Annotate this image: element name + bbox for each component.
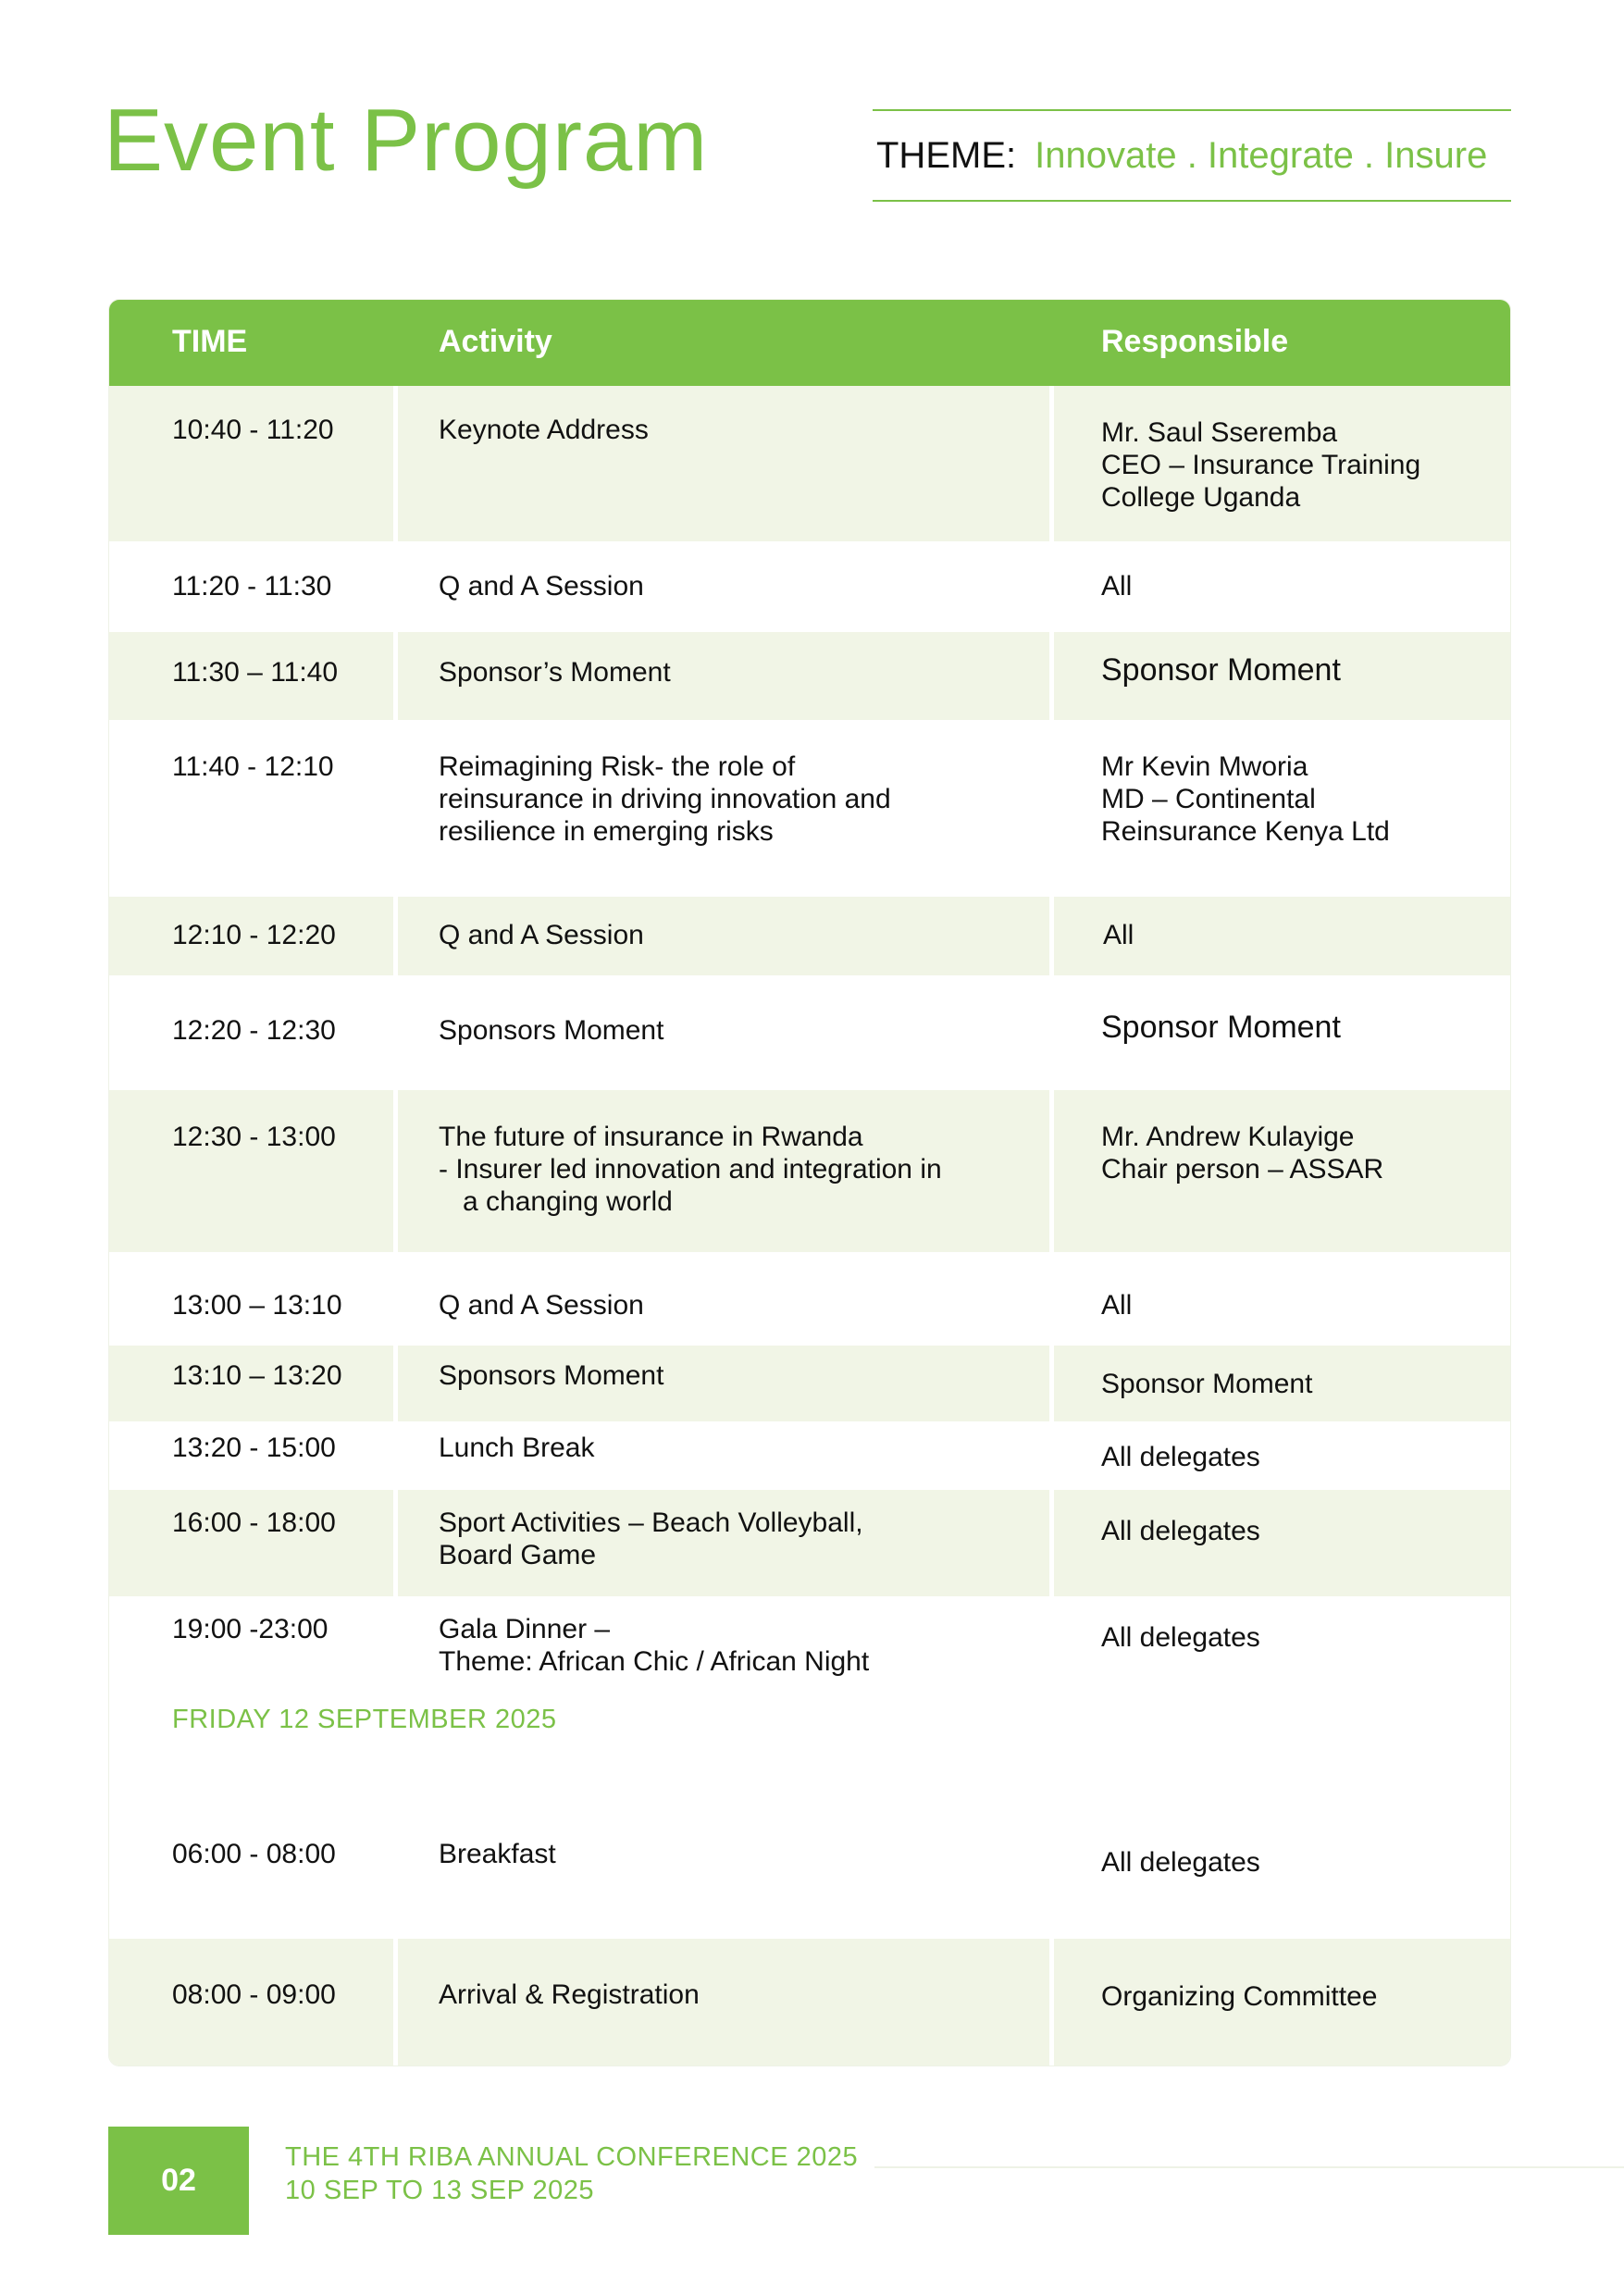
- row-time: 08:00 - 09:00: [172, 1979, 336, 2010]
- row-time: 11:30 – 11:40: [172, 657, 339, 688]
- row-activity: Q and A Session: [439, 571, 644, 602]
- row-time: 13:20 - 15:00: [172, 1433, 336, 1463]
- row-activity: Sponsors Moment: [439, 1015, 664, 1046]
- row-responsible: All delegates: [1101, 1847, 1260, 1878]
- table-row: [109, 720, 1511, 897]
- header-responsible: Responsible: [1101, 324, 1289, 359]
- row-responsible: All delegates: [1101, 1442, 1260, 1472]
- day-label: FRIDAY 12 SEPTEMBER 2025: [172, 1705, 557, 1734]
- row-responsible: Mr. Andrew Kulayige Chair person – ASSAR: [1101, 1122, 1384, 1185]
- row-activity: Gala Dinner – Theme: African Chic / African Night: [439, 1614, 870, 1677]
- row-responsible: All delegates: [1101, 1516, 1260, 1546]
- theme-banner: [873, 109, 1511, 202]
- row-responsible: Sponsor Moment: [1101, 1010, 1341, 1045]
- row-activity: Breakfast: [439, 1839, 556, 1869]
- row-activity: Q and A Session: [439, 1290, 644, 1321]
- table-row: [109, 975, 1511, 1090]
- header-activity: Activity: [439, 324, 552, 359]
- row-responsible: Sponsor Moment: [1101, 652, 1341, 688]
- table-row: [109, 386, 1511, 541]
- row-responsible: Sponsor Moment: [1101, 1369, 1313, 1399]
- row-responsible: All: [1101, 571, 1133, 602]
- row-time: 19:00 -23:00: [172, 1614, 329, 1644]
- row-responsible: All delegates: [1101, 1622, 1260, 1653]
- table-row: [109, 632, 1511, 720]
- page-title: Event Program: [104, 91, 709, 190]
- row-time: 12:20 - 12:30: [172, 1015, 336, 1046]
- theme-label: THEME:: [876, 134, 1017, 176]
- row-time: 11:40 - 12:10: [172, 751, 334, 782]
- row-activity: Arrival & Registration: [439, 1979, 700, 2010]
- row-activity: Reimagining Risk- the role of reinsurance in driving innovation and resilience in emerging risks: [439, 751, 891, 847]
- row-responsible: Mr Kevin Mworia MD – Continental Reinsurance Kenya Ltd: [1101, 751, 1390, 847]
- row-time: 16:00 - 18:00: [172, 1507, 336, 1538]
- table-row: [109, 1939, 1511, 2066]
- theme-value: Innovate . Integrate . Insure: [1035, 134, 1488, 176]
- row-responsible: All: [1103, 920, 1134, 950]
- row-time: 12:30 - 13:00: [172, 1122, 336, 1152]
- row-activity: The future of insurance in Rwanda - Insurer led innovation and integration in a changing world: [439, 1122, 942, 1217]
- table-row: [109, 541, 1511, 632]
- table-header: [109, 300, 1511, 386]
- row-activity: Sponsors Moment: [439, 1360, 664, 1391]
- row-responsible: Organizing Committee: [1101, 1981, 1378, 2012]
- row-activity: Sport Activities – Beach Volleyball, Board Game: [439, 1507, 863, 1570]
- table-row: [109, 897, 1511, 975]
- row-activity: Keynote Address: [439, 415, 649, 445]
- row-activity: Q and A Session: [439, 920, 644, 950]
- row-time: 11:20 - 11:30: [172, 571, 332, 602]
- page-number: 02: [108, 2127, 249, 2235]
- row-time: 13:00 – 13:10: [172, 1290, 342, 1321]
- row-time: 13:10 – 13:20: [172, 1360, 342, 1391]
- table-row: [109, 1090, 1511, 1252]
- table-row: [109, 1421, 1511, 1490]
- row-responsible: Mr. Saul Sseremba CEO – Insurance Training College Uganda: [1101, 417, 1421, 513]
- schedule-table: [108, 299, 1511, 2066]
- table-row: [109, 1346, 1511, 1421]
- row-activity: Sponsor’s Moment: [439, 657, 671, 688]
- table-row: [109, 1252, 1511, 1346]
- row-activity: Lunch Break: [439, 1433, 595, 1463]
- footer-divider: [874, 2166, 1624, 2168]
- row-time: 12:10 - 12:20: [172, 920, 336, 950]
- table-row: [109, 1490, 1511, 1596]
- header-time: TIME: [172, 324, 248, 359]
- footer-conference-name: THE 4TH RIBA ANNUAL CONFERENCE 2025: [285, 2142, 859, 2172]
- footer-conference-dates: 10 SEP TO 13 SEP 2025: [285, 2176, 595, 2205]
- row-time: 10:40 - 11:20: [172, 415, 334, 445]
- row-time: 06:00 - 08:00: [172, 1839, 336, 1869]
- row-responsible: All: [1101, 1290, 1133, 1321]
- footer-conference-info: [285, 2140, 858, 2207]
- table-row: [109, 1596, 1511, 1939]
